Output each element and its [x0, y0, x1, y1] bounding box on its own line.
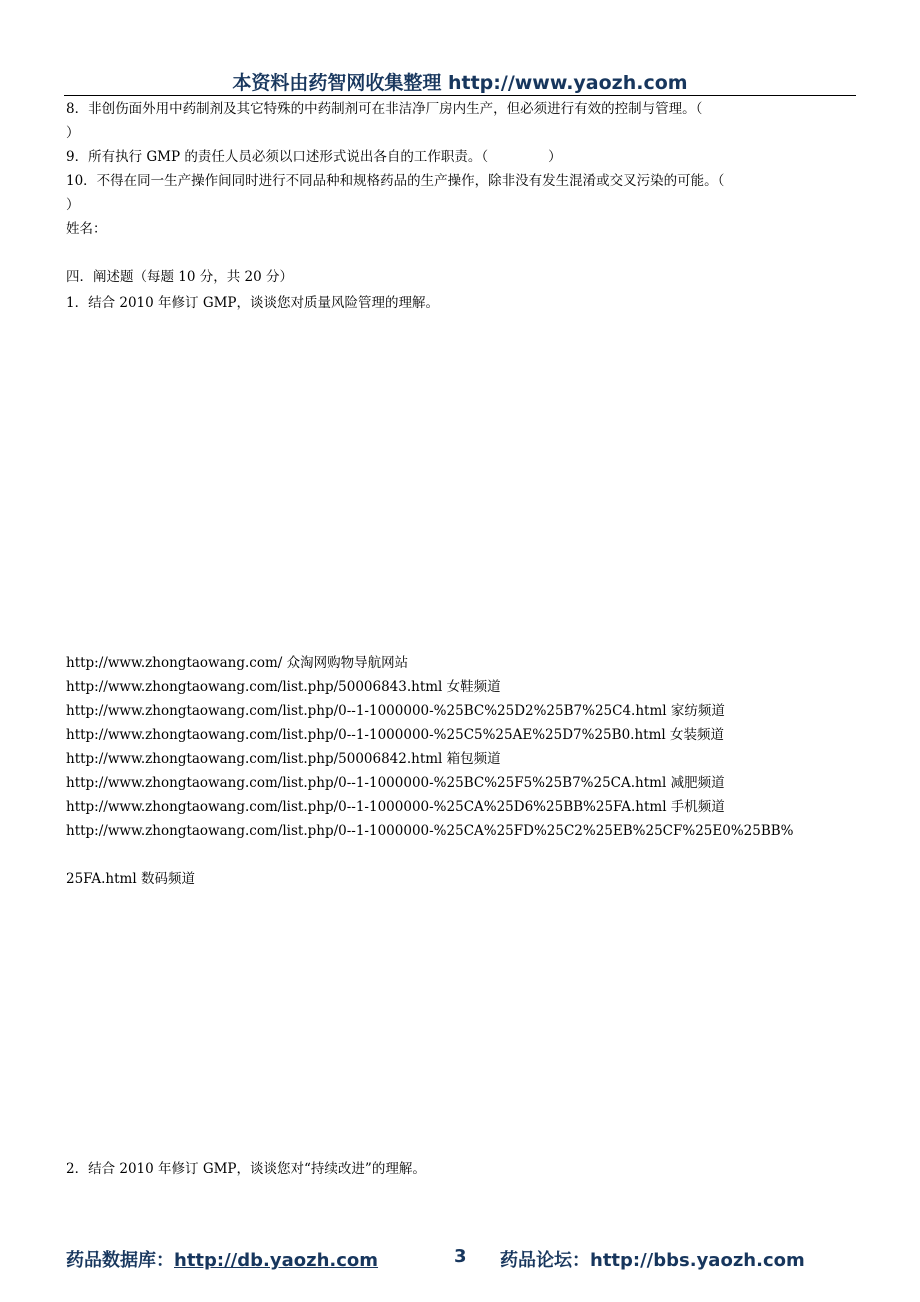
- footer-bbs-link[interactable]: http://bbs.yaozh.com: [590, 1250, 805, 1271]
- footer-bbs-label: 药品论坛：: [500, 1250, 590, 1271]
- question-8-paren-close: ）: [66, 125, 80, 141]
- question-10-paren-close: ）: [66, 197, 80, 213]
- question-9: [66, 148, 562, 166]
- link-line[interactable]: http://www.zhongtaowang.com/list.php/50006842.html 箱包频道: [66, 751, 501, 767]
- page-header-title: 本资料由药智网收集整理 http://www.yaozh.com: [232, 72, 688, 94]
- page-number: 3: [454, 1246, 467, 1267]
- section-heading: 四．阐述题（每题 10 分，共 20 分）: [66, 269, 294, 285]
- footer-bbs: [500, 1246, 805, 1272]
- link-line[interactable]: http://www.zhongtaowang.com/list.php/0--1-1000000-%25CA%25D6%25BB%25FA.html 手机频道: [66, 799, 725, 815]
- question-9-text: 9．所有执行 GMP 的责任人员必须以口述形式说出各自的工作职责。（: [66, 149, 489, 165]
- footer-db-link[interactable]: http://db.yaozh.com: [174, 1250, 379, 1271]
- link-line[interactable]: http://www.zhongtaowang.com/list.php/0--1-1000000-%25C5%25AE%25D7%25B0.html 女装频道: [66, 727, 724, 743]
- link-line[interactable]: http://www.zhongtaowang.com/list.php/0--1-1000000-%25BC%25D2%25B7%25C4.html 家纺频道: [66, 703, 725, 719]
- question-9-paren-close: ）: [548, 149, 562, 165]
- link-line[interactable]: http://www.zhongtaowang.com/list.php/50006843.html 女鞋频道: [66, 679, 501, 695]
- question-8: 8．非创伤面外用中药制剂及其它特殊的中药制剂可在非洁净厂房内生产，但必须进行有效的控制与管理。（: [66, 101, 703, 117]
- essay-question-1: 1．结合 2010 年修订 GMP，谈谈您对质量风险管理的理解。: [66, 295, 440, 311]
- link-line[interactable]: http://www.zhongtaowang.com/ 众淘网购物导航网站: [66, 655, 409, 671]
- essay-question-2: 2．结合 2010 年修订 GMP，谈谈您对“持续改进”的理解。: [66, 1161, 426, 1177]
- footer-db: [66, 1246, 378, 1272]
- name-label: 姓名：: [66, 221, 107, 237]
- link-line[interactable]: http://www.zhongtaowang.com/list.php/0--1-1000000-%25CA%25FD%25C2%25EB%25CF%25E0%25BB%: [66, 823, 794, 839]
- footer-db-label: 药品数据库：: [66, 1250, 174, 1271]
- header-divider: [64, 95, 856, 96]
- question-10: 10．不得在同一生产操作间同时进行不同品种和规格药品的生产操作，除非没有发生混淆或交叉污染的可能。（: [66, 173, 725, 189]
- link-line[interactable]: 25FA.html 数码频道: [66, 871, 195, 887]
- link-line[interactable]: http://www.zhongtaowang.com/list.php/0--1-1000000-%25BC%25F5%25B7%25CA.html 减肥频道: [66, 775, 725, 791]
